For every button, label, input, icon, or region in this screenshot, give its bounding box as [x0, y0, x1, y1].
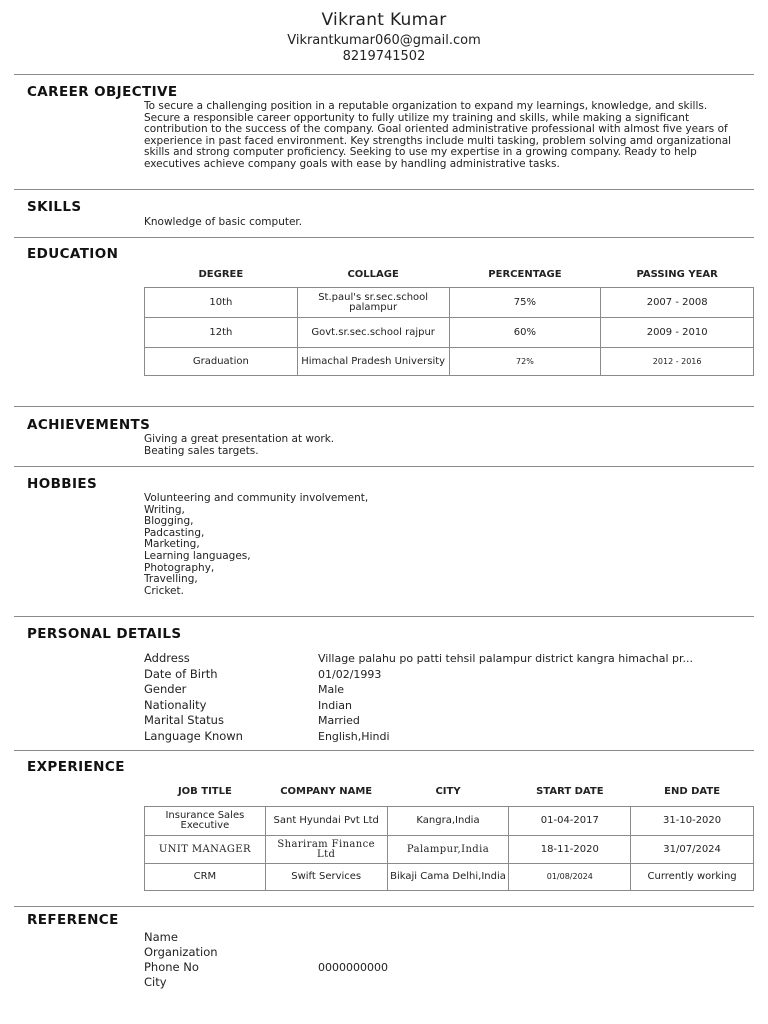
column-header: COLLAGE: [347, 268, 399, 280]
divider: [14, 750, 754, 751]
career-objective-text: To secure a challenging position in a reputable organization to expand my learnings, knowledge, and skills. Secure a responsible career opportunity to fully utilize my training and skills, while making a significant contribution to the success of the company. Goal oriented administrative professional with almost five years of experience in past faced environment. Key strengths include multi tasking, problem solving amd organizational skills and strong computer proficiency. Seeking to use my expertise in a growing company. Ready to help executives achieve company goals with ease by handling administrative tasks.: [144, 100, 732, 170]
list-item: Blogging,: [144, 515, 194, 528]
skills-heading: SKILLS: [27, 199, 82, 215]
list-item: Cricket.: [144, 584, 184, 597]
table-row: [145, 864, 754, 891]
education-table: [144, 261, 754, 376]
personal-details-heading: PERSONAL DETAILS: [27, 626, 182, 642]
gender-value: Male: [318, 683, 345, 696]
table-cell: 18-11-2020: [509, 836, 631, 864]
address-value: Village palahu po patti tehsil palampur district kangra himachal pr...: [318, 652, 694, 665]
list-item: Marketing,: [144, 538, 200, 551]
divider: [14, 237, 754, 238]
divider: [14, 189, 754, 190]
table-cell: Shariram Finance Ltd: [265, 836, 387, 864]
table-row: [145, 348, 754, 376]
table-row: [145, 318, 754, 348]
column-header: CITY: [435, 785, 461, 797]
table-cell: Palampur,India: [387, 836, 509, 864]
nationality-label: Nationality: [144, 698, 207, 712]
list-item: Volunteering and community involvement,: [144, 492, 369, 504]
table-cell: 01-04-2017: [509, 807, 631, 836]
table-cell: 31/07/2024: [631, 836, 754, 864]
list-item: Writing,: [144, 503, 185, 516]
language-label: Language Known: [144, 729, 243, 743]
achievements-list: [144, 434, 744, 457]
divider: [14, 906, 754, 907]
marital-status-label: Marital Status: [144, 713, 224, 727]
career-objective-heading: CAREER OBJECTIVE: [27, 84, 178, 100]
table-cell: 75%: [449, 288, 601, 318]
table-cell: Sant Hyundai Pvt Ltd: [265, 807, 387, 836]
divider: [14, 74, 754, 75]
skills-text: Knowledge of basic computer.: [144, 216, 303, 228]
dob-label: Date of Birth: [144, 667, 218, 681]
address-label: Address: [144, 651, 190, 665]
table-row: [145, 288, 754, 318]
table-cell: 2007 - 2008: [601, 288, 754, 318]
table-cell: UNIT MANAGER: [145, 836, 266, 864]
list-item: Padcasting,: [144, 526, 205, 539]
achievements-heading: ACHIEVEMENTS: [27, 417, 151, 433]
table-cell: CRM: [145, 864, 266, 891]
nationality-value: Indian: [318, 699, 352, 712]
reference-name-label: Name: [144, 930, 178, 944]
table-cell: 60%: [449, 318, 601, 348]
resume-name: Vikrant Kumar: [321, 10, 447, 30]
marital-status-value: Married: [318, 714, 360, 727]
table-cell: 72%: [449, 348, 601, 376]
gender-label: Gender: [144, 682, 187, 696]
table-cell: St.paul's sr.sec.school palampur: [297, 288, 449, 318]
column-header: JOB TITLE: [177, 785, 232, 797]
hobbies-heading: HOBBIES: [27, 476, 98, 492]
resume-phone: 8219741502: [342, 49, 426, 64]
reference-organization-label: Organization: [144, 945, 218, 959]
table-cell: 12th: [145, 318, 298, 348]
table-row: [145, 836, 754, 864]
experience-table: [144, 776, 754, 891]
table-cell: 31-10-2020: [631, 807, 754, 836]
table-cell: 2009 - 2010: [601, 318, 754, 348]
hobbies-list: [144, 493, 744, 597]
dob-value: 01/02/1993: [318, 668, 382, 681]
table-cell: Currently working: [631, 864, 754, 891]
table-cell: Kangra,India: [387, 807, 509, 836]
table-cell: 01/08/2024: [509, 864, 631, 891]
table-cell: 10th: [145, 288, 298, 318]
column-header: END DATE: [664, 785, 721, 797]
list-item: Giving a great presentation at work.: [144, 433, 335, 445]
table-cell: Bikaji Cama Delhi,India: [387, 864, 509, 891]
table-cell: Himachal Pradesh University: [297, 348, 449, 376]
table-cell: Insurance Sales Executive: [145, 807, 266, 836]
reference-phone-label: Phone No: [144, 960, 199, 974]
column-header: PERCENTAGE: [488, 268, 562, 280]
table-cell: Govt.sr.sec.school rajpur: [297, 318, 449, 348]
table-cell: Graduation: [145, 348, 298, 376]
list-item: Photography,: [144, 561, 215, 574]
resume-email: Vikrantkumar060@gmail.com: [287, 33, 481, 48]
table-cell: Swift Services: [265, 864, 387, 891]
divider: [14, 406, 754, 407]
list-item: Beating sales targets.: [144, 444, 259, 457]
table-row: [145, 807, 754, 836]
divider: [14, 466, 754, 467]
language-value: English,Hindi: [318, 730, 390, 743]
divider: [14, 616, 754, 617]
reference-phone-value: 0000000000: [318, 961, 388, 974]
education-heading: EDUCATION: [27, 246, 119, 262]
list-item: Learning languages,: [144, 549, 251, 562]
list-item: Travelling,: [144, 573, 198, 586]
table-cell: 2012 - 2016: [601, 348, 754, 376]
column-header: COMPANY NAME: [280, 785, 373, 797]
experience-heading: EXPERIENCE: [27, 759, 125, 775]
column-header: DEGREE: [198, 268, 244, 280]
reference-city-label: City: [144, 975, 167, 989]
column-header: PASSING YEAR: [636, 268, 718, 280]
column-header: START DATE: [536, 785, 604, 797]
reference-heading: REFERENCE: [27, 912, 119, 928]
